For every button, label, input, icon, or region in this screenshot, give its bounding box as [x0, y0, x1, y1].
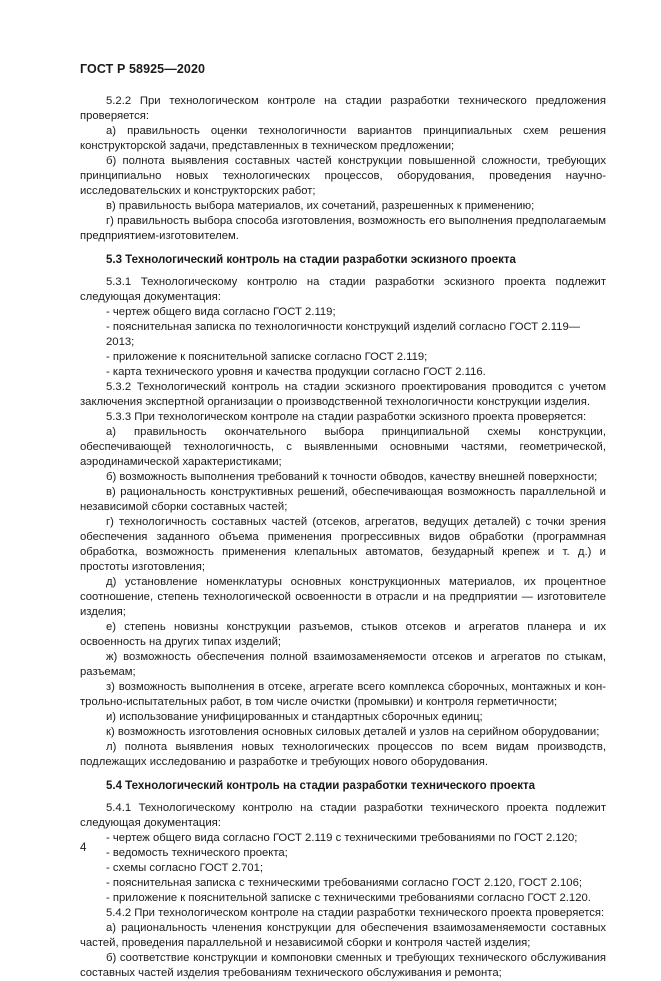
list-item: - чертеж общего вида согласно ГОСТ 2.119 с техническими требованиями по ГОСТ 2.120; — [106, 832, 578, 844]
paragraph: б) полнота выявления составных частей конструкции повышенной сложности, требующих принципиально новых технологических процессов, оборудования, проведения научно-исследовательских и конструкторских работ; — [80, 155, 606, 197]
list-item: - схемы согласно ГОСТ 2.701; — [106, 862, 263, 874]
paragraph: 5.3.2 Технологический контроль на стадии эскизного проектирования проводится с учетом заключения экспертной организации о производственной технологичности конструкции изделия. — [80, 381, 606, 408]
paragraph: 5.3.1 Технологическому контролю на стадии разработки эскизного проекта подлежит следующая документация: — [80, 276, 606, 303]
list-item: - приложение к пояснительной записке с техническими требованиями согласно ГОСТ 2.120. — [106, 892, 591, 904]
paragraph: а) правильность оценки технологичности вариантов принципиальных схем решения конструкторской задачи, представленных в техническом предложении; — [80, 125, 606, 152]
list-item: - чертеж общего вида согласно ГОСТ 2.119; — [106, 306, 336, 318]
paragraph: и) использование унифицированных и стандартных сборочных единиц; — [106, 711, 483, 723]
section-heading: 5.4 Технологический контроль на стадии разработки технического проекта — [106, 780, 535, 792]
paragraph: 5.4.1 Технологическому контролю на стадии разработки технического проекта подлежит следующая документация: — [80, 802, 606, 829]
paragraph: г) правильность выбора способа изготовления, возможность его выполнения предполагаемым предприятием-изготовителем. — [80, 215, 606, 242]
document-body — [80, 94, 606, 981]
paragraph: а) правильность окончательного выбора принципиальной схемы конструкции, обеспечивающей технологичность, с выявленными основными частями, геометрической, аэродинамической характеристиками; — [80, 426, 606, 468]
paragraph: з) возможность выполнения в отсеке, агрегате всего комплекса сборочных, монтажных и контрольно-испытательных работ, в том числе очистки (промывки) и контроля герметичности; — [80, 681, 606, 708]
paragraph: 5.4.2 При технологическом контроле на стадии разработки технического проекта проверяется: — [106, 907, 605, 919]
paragraph: л) полнота выявления новых технологических процессов по всем видам производств, подлежащих исследованию и разработке и требующих нового оборудования. — [80, 741, 606, 768]
paragraph: а) рациональность членения конструкции для обеспечения взаимозаменяемости составных частей, проведения параллельной и независимой сборки и контроля частей изделия; — [80, 922, 606, 949]
paragraph: 5.2.2 При технологическом контроле на стадии разработки технического предложения проверяется: — [80, 95, 606, 122]
paragraph: е) степень новизны конструкции разъемов, стыков отсеков и агрегатов планера и их освоенность на других типах изделий; — [80, 621, 606, 648]
paragraph: ж) возможность обеспечения полной взаимозаменяемости отсеков и агрегатов по стыкам, разъемам; — [80, 651, 606, 678]
paragraph: в) рациональность конструктивных решений, обеспечивающая возможность параллельной и независимой сборки составных частей; — [80, 486, 606, 513]
list-item: - приложение к пояснительной записке согласно ГОСТ 2.119; — [106, 351, 428, 363]
paragraph: в) правильность выбора материалов, их сочетаний, разрешенных к применению; — [106, 200, 535, 212]
document-header: ГОСТ Р 58925—2020 — [80, 62, 206, 76]
page-number: 4 — [80, 842, 87, 854]
paragraph: к) возможность изготовления основных силовых деталей и узлов на серийном оборудовании; — [106, 726, 600, 738]
paragraph: д) установление номенклатуры основных конструкционных материалов, их процентное соотношение, степень технологической освоенности в отрасли и на предприятии — изготовителе изделия; — [80, 576, 606, 618]
list-item: - пояснительная записка с техническими требованиями согласно ГОСТ 2.120, ГОСТ 2.106; — [106, 877, 582, 889]
section-heading: 5.3 Технологический контроль на стадии разработки эскизного проекта — [106, 254, 516, 266]
paragraph: б) возможность выполнения требований к точности обводов, качеству внешней поверхности; — [106, 471, 598, 483]
list-item: - карта технического уровня и качества продукции согласно ГОСТ 2.116. — [106, 366, 486, 378]
paragraph: б) соответствие конструкции и компоновки сменных и требующих технического обслуживания составных частей изделия требованиям технического обслуживания и ремонта; — [80, 952, 606, 979]
list-item: - ведомость технического проекта; — [106, 847, 288, 859]
list-item: - пояснительная записка по технологичности конструкций изделий согласно ГОСТ 2.119—2013; — [106, 321, 581, 348]
paragraph: 5.3.3 При технологическом контроле на стадии разработки эскизного проекта проверяется: — [106, 411, 587, 423]
paragraph: г) технологичность составных частей (отсеков, агрегатов, ведущих деталей) с точки зрения обеспечения заданного объема применения прогрессивных видов обработки (программная обработка, возможность применения клепальных автоматов, безударный крепеж и т. д.) и простоты изготовления; — [80, 516, 606, 573]
